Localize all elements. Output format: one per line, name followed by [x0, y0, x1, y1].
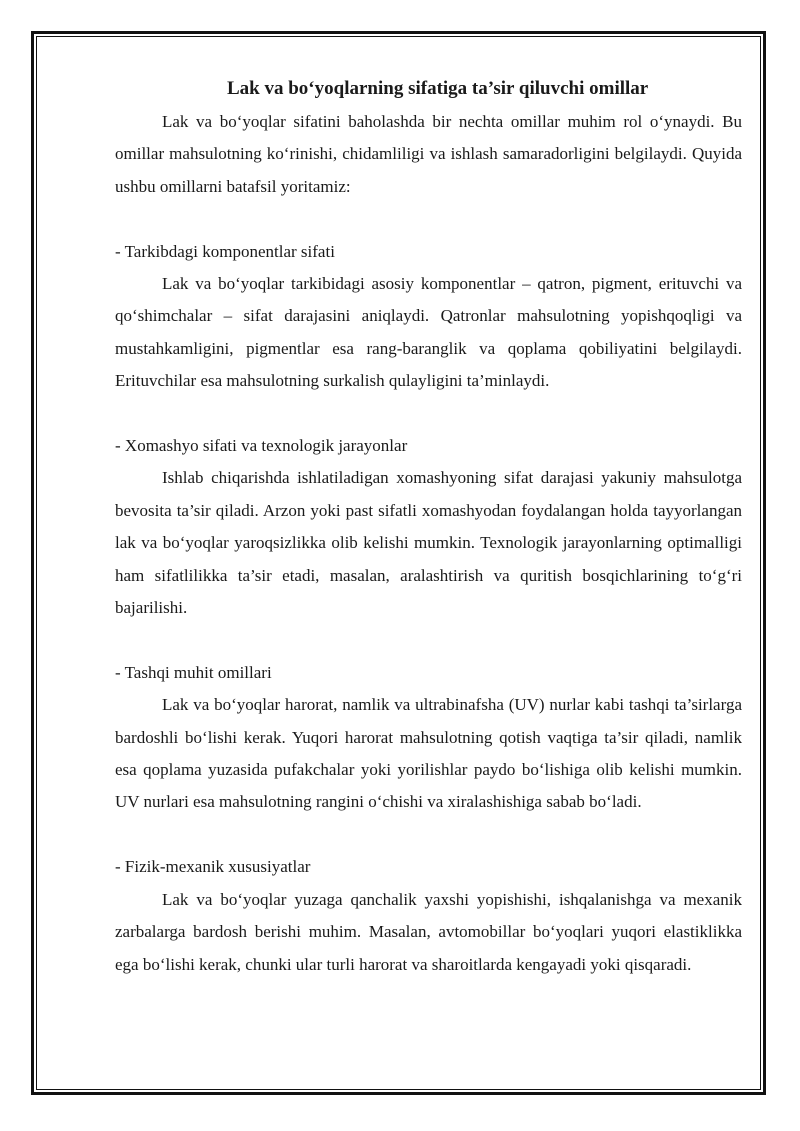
spacer: [115, 398, 742, 430]
section-heading-environment: - Tashqi muhit omillari: [115, 662, 272, 682]
section-paragraph-environment: Lak va bo‘yoqlar harorat, namlik va ultrabinafsha (UV) nurlar kabi tashqi ta’sirlarga bardoshli bo‘lishi kerak. Yuqori harorat mahsulotning qotish vaqtiga ta’sir qiladi, namlik esa qoplama yuzasida pufakchalar yoki yorilishlar paydo bo‘lishiga olib kelishi mumkin. UV nurlari esa mahsulotning rangini o‘chishi va xiralashishiga sabab bo‘ladi.: [115, 695, 742, 812]
document-title: Lak va bo‘yoqlarning sifatiga ta’sir qiluvchi omillar: [227, 78, 649, 99]
section-paragraph-components: Lak va bo‘yoqlar tarkibidagi asosiy komponentlar – qatron, pigment, erituvchi va qo‘shimchalar – sifat darajasini aniqlaydi. Qatronlar mahsulotning yopishqoqligi va mustahkamligini, pigmentlar esa rang-baranglik va qoplama qobiliyatini belgilaydi. Erituvchilar esa mahsulotning surkalish qulayligini ta’minlaydi.: [115, 274, 742, 391]
document-body: [115, 76, 742, 981]
section-paragraph-raw-materials: Ishlab chiqarishda ishlatiladigan xomashyoning sifat darajasi yakuniy mahsulotga bevosita ta’sir qiladi. Arzon yoki past sifatli xomashyodan foydalangan holda tayyorlangan lak va bo‘yoqlar yaroqsizlikka olib kelishi mumkin. Texnologik jarayonlarning optimalligi ham sifatlilikka ta’sir etadi, masalan, aralashtirish va quritish bosqichlarining to‘g‘ri bajarilishi.: [115, 468, 742, 618]
intro-paragraph: Lak va bo‘yoqlar sifatini baholashda bir nechta omillar muhim rol o‘ynaydi. Bu omillar mahsulotning ko‘rinishi, chidamliligi va ishlash samaradorligini belgilaydi. Quyida ushbu omillarni batafsil yoritamiz:: [115, 112, 742, 196]
section-heading-raw-materials: - Xomashyo sifati va texnologik jarayonlar: [115, 436, 408, 456]
spacer: [115, 819, 742, 851]
section-heading-components: - Tarkibdagi komponentlar sifati: [115, 241, 335, 261]
section-heading-physical-mechanical: - Fizik-mexanik xususiyatlar: [115, 857, 311, 877]
spacer: [115, 203, 742, 235]
section-paragraph-physical-mechanical: Lak va bo‘yoqlar yuzaga qanchalik yaxshi yopishishi, ishqalanishga va mexanik zarbalarga bardosh berishi muhim. Masalan, avtomobillar bo‘yoqlari yuqori elastiklikka ega bo‘lishi kerak, chunki ular turli harorat va sharoitlarda kengayadi yoki qisqaradi.: [115, 889, 742, 974]
spacer: [115, 624, 742, 656]
